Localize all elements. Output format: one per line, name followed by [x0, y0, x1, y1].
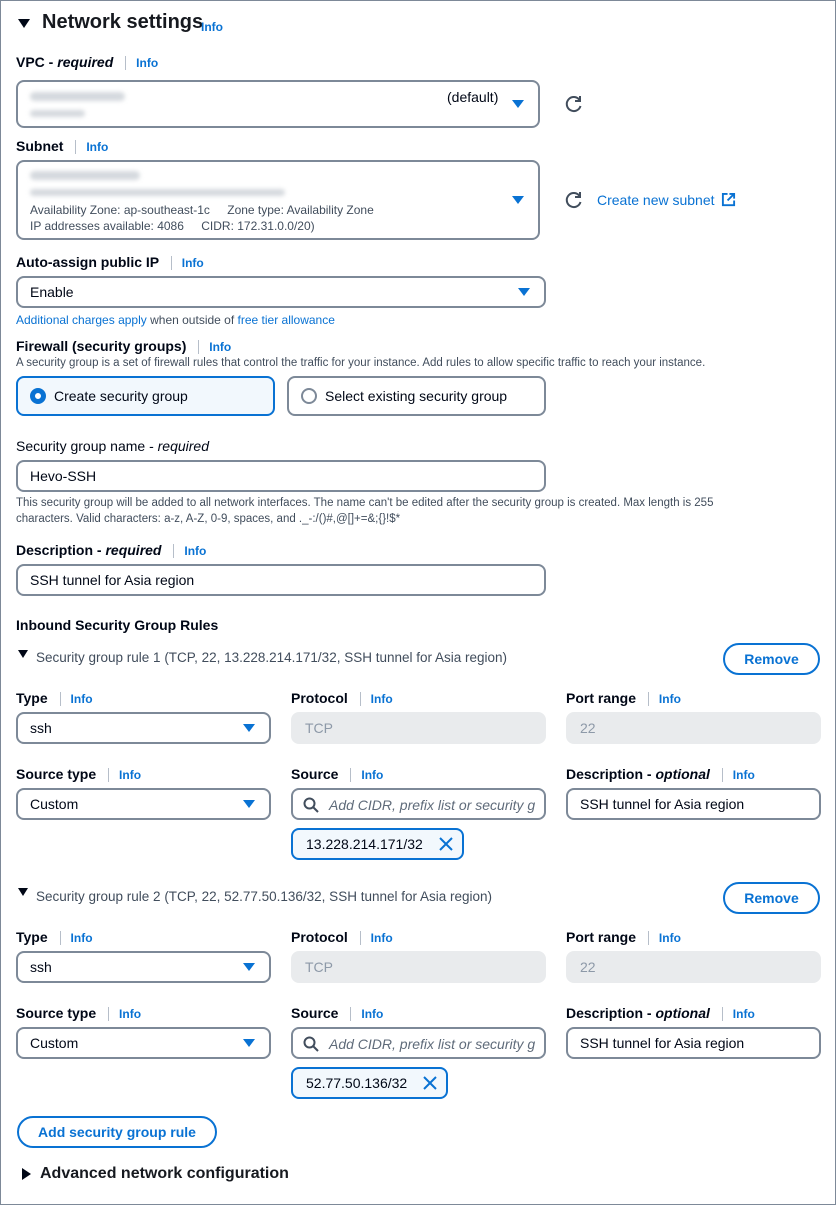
select-existing-security-group-option[interactable]: Select existing security group [287, 376, 546, 416]
section-info-link[interactable]: Info [201, 20, 223, 34]
advanced-network-configuration-header[interactable]: Advanced network configuration [40, 1165, 289, 1182]
additional-charges-link[interactable]: Additional charges apply [16, 313, 147, 327]
rule-2-port-field: 22 [566, 951, 821, 983]
public-ip-label: Auto-assign public IP Info [16, 254, 204, 270]
rule-2-port-info-link[interactable]: Info [648, 931, 681, 945]
radio-unselected-icon [301, 388, 317, 404]
vpc-label: VPC - required Info [16, 54, 159, 70]
close-icon[interactable] [423, 1076, 437, 1090]
vpc-cidr-redacted [30, 110, 85, 117]
refresh-icon[interactable] [564, 190, 584, 210]
rule-1-protocol-label: Protocol Info [291, 690, 393, 706]
rule-2-protocol-field: TCP [291, 951, 546, 983]
rule-2-protocol-info-link[interactable]: Info [360, 931, 393, 945]
expand-caret-icon[interactable] [22, 1168, 31, 1180]
rule-2-source-type-label: Source type Info [16, 1005, 142, 1021]
vpc-id-redacted [30, 92, 125, 101]
rule-1-port-field: 22 [566, 712, 821, 744]
search-icon [303, 797, 319, 813]
rule-1-port-info-link[interactable]: Info [648, 692, 681, 706]
section-title: Network settings [42, 11, 204, 33]
firewall-description: A security group is a set of firewall rules that control the traffic for your instance. Add rules to allow specific traffic to reach your instance. [16, 357, 706, 369]
rule-1-type-info-link[interactable]: Info [60, 692, 93, 706]
rule-1-protocol-field: TCP [291, 712, 546, 744]
rule-2-type-label: Type Info [16, 929, 93, 945]
chevron-down-icon [243, 963, 255, 971]
create-new-subnet-link[interactable]: Create new subnet [597, 192, 736, 208]
rule-2-source-type-info-link[interactable]: Info [108, 1007, 141, 1021]
description-label: Description - required Info [16, 542, 207, 558]
rule-2-desc-label: Description - optional Info [566, 1005, 755, 1021]
vpc-default-tag: (default) [447, 89, 499, 105]
description-input[interactable]: SSH tunnel for Asia region [16, 564, 546, 596]
rule-1-source-type-info-link[interactable]: Info [108, 768, 141, 782]
subnet-id-redacted [30, 171, 140, 180]
vpc-select[interactable] [16, 80, 540, 128]
search-icon [303, 1036, 319, 1052]
rule-1-desc-label: Description - optional Info [566, 766, 755, 782]
rule-2-source-token: 52.77.50.136/32 [291, 1067, 448, 1099]
subnet-select[interactable] [16, 160, 540, 240]
description-info-link[interactable]: Info [173, 544, 206, 558]
rule-1-remove-button[interactable]: Remove [723, 643, 820, 675]
sg-name-help-1: This security group will be added to all network interfaces. The name can't be edited after the security group is created. Max length is 255 [16, 497, 714, 509]
rule-2-desc-info-link[interactable]: Info [722, 1007, 755, 1021]
rule-1-desc-info-link[interactable]: Info [722, 768, 755, 782]
rule-1-collapse-icon[interactable] [18, 650, 28, 658]
vpc-info-link[interactable]: Info [125, 56, 158, 70]
radio-selected-icon [30, 388, 46, 404]
public-ip-select[interactable]: Enable [16, 276, 546, 308]
sg-name-help-2: characters. Valid characters: a-z, A-Z, 0-9, spaces, and ._-:/()#,@[]+=&;{}!$* [16, 513, 401, 525]
chevron-down-icon [243, 1039, 255, 1047]
chevron-down-icon [243, 724, 255, 732]
chevron-down-icon [512, 100, 524, 108]
subnet-info-link[interactable]: Info [75, 140, 108, 154]
rule-2-source-type-select[interactable]: Custom [16, 1027, 271, 1059]
collapse-caret-icon[interactable] [18, 19, 30, 28]
rule-2-type-select[interactable]: ssh [16, 951, 271, 983]
sg-name-input[interactable]: Hevo-SSH [16, 460, 546, 492]
chevron-down-icon [243, 800, 255, 808]
sg-name-label: Security group name - required [16, 438, 210, 454]
add-security-group-rule-button[interactable]: Add security group rule [17, 1116, 217, 1148]
chevron-down-icon [512, 196, 524, 204]
rule-2-source-input[interactable]: Add CIDR, prefix list or security g [291, 1027, 546, 1059]
subnet-az: Availability Zone: ap-southeast-1c Zone type: Availability Zone [30, 203, 374, 217]
external-link-icon [721, 192, 736, 207]
rule-2-collapse-icon[interactable] [18, 888, 28, 896]
refresh-icon[interactable] [564, 94, 584, 114]
rule-1-source-token: 13.228.214.171/32 [291, 828, 464, 860]
subnet-label: Subnet Info [16, 138, 109, 154]
rule-1-protocol-info-link[interactable]: Info [360, 692, 393, 706]
subnet-vpc-redacted [30, 189, 285, 196]
rule-1-port-label: Port range Info [566, 690, 681, 706]
rule-1-source-label: Source Info [291, 766, 384, 782]
rule-1-type-select[interactable]: ssh [16, 712, 271, 744]
rule-2-source-info-link[interactable]: Info [350, 1007, 383, 1021]
rule-2-description-input[interactable]: SSH tunnel for Asia region [566, 1027, 821, 1059]
firewall-info-link[interactable]: Info [198, 340, 231, 354]
chevron-down-icon [518, 288, 530, 296]
free-tier-link[interactable]: free tier allowance [237, 313, 335, 327]
rule-1-source-type-label: Source type Info [16, 766, 142, 782]
rule-2-summary: Security group rule 2 (TCP, 22, 52.77.50.136/32, SSH tunnel for Asia region) [36, 889, 493, 904]
rule-2-protocol-label: Protocol Info [291, 929, 393, 945]
rule-1-source-info-link[interactable]: Info [350, 768, 383, 782]
rule-2-port-label: Port range Info [566, 929, 681, 945]
rule-1-source-input[interactable]: Add CIDR, prefix list or security g [291, 788, 546, 820]
firewall-label: Firewall (security groups) Info [16, 338, 232, 354]
rule-2-source-label: Source Info [291, 1005, 384, 1021]
rule-2-remove-button[interactable]: Remove [723, 882, 820, 914]
charges-note: Additional charges apply when outside of free tier allowance [16, 313, 335, 327]
close-icon[interactable] [439, 837, 453, 851]
rule-2-type-info-link[interactable]: Info [60, 931, 93, 945]
create-security-group-option[interactable]: Create security group [16, 376, 275, 416]
rule-1-description-input[interactable]: SSH tunnel for Asia region [566, 788, 821, 820]
inbound-rules-title: Inbound Security Group Rules [16, 617, 219, 633]
public-ip-info-link[interactable]: Info [171, 256, 204, 270]
rule-1-type-label: Type Info [16, 690, 93, 706]
subnet-ip-info: IP addresses available: 4086 CIDR: 172.31.0.0/20) [30, 219, 315, 233]
rule-1-source-type-select[interactable]: Custom [16, 788, 271, 820]
rule-1-summary: Security group rule 1 (TCP, 22, 13.228.214.171/32, SSH tunnel for Asia region) [36, 650, 508, 665]
